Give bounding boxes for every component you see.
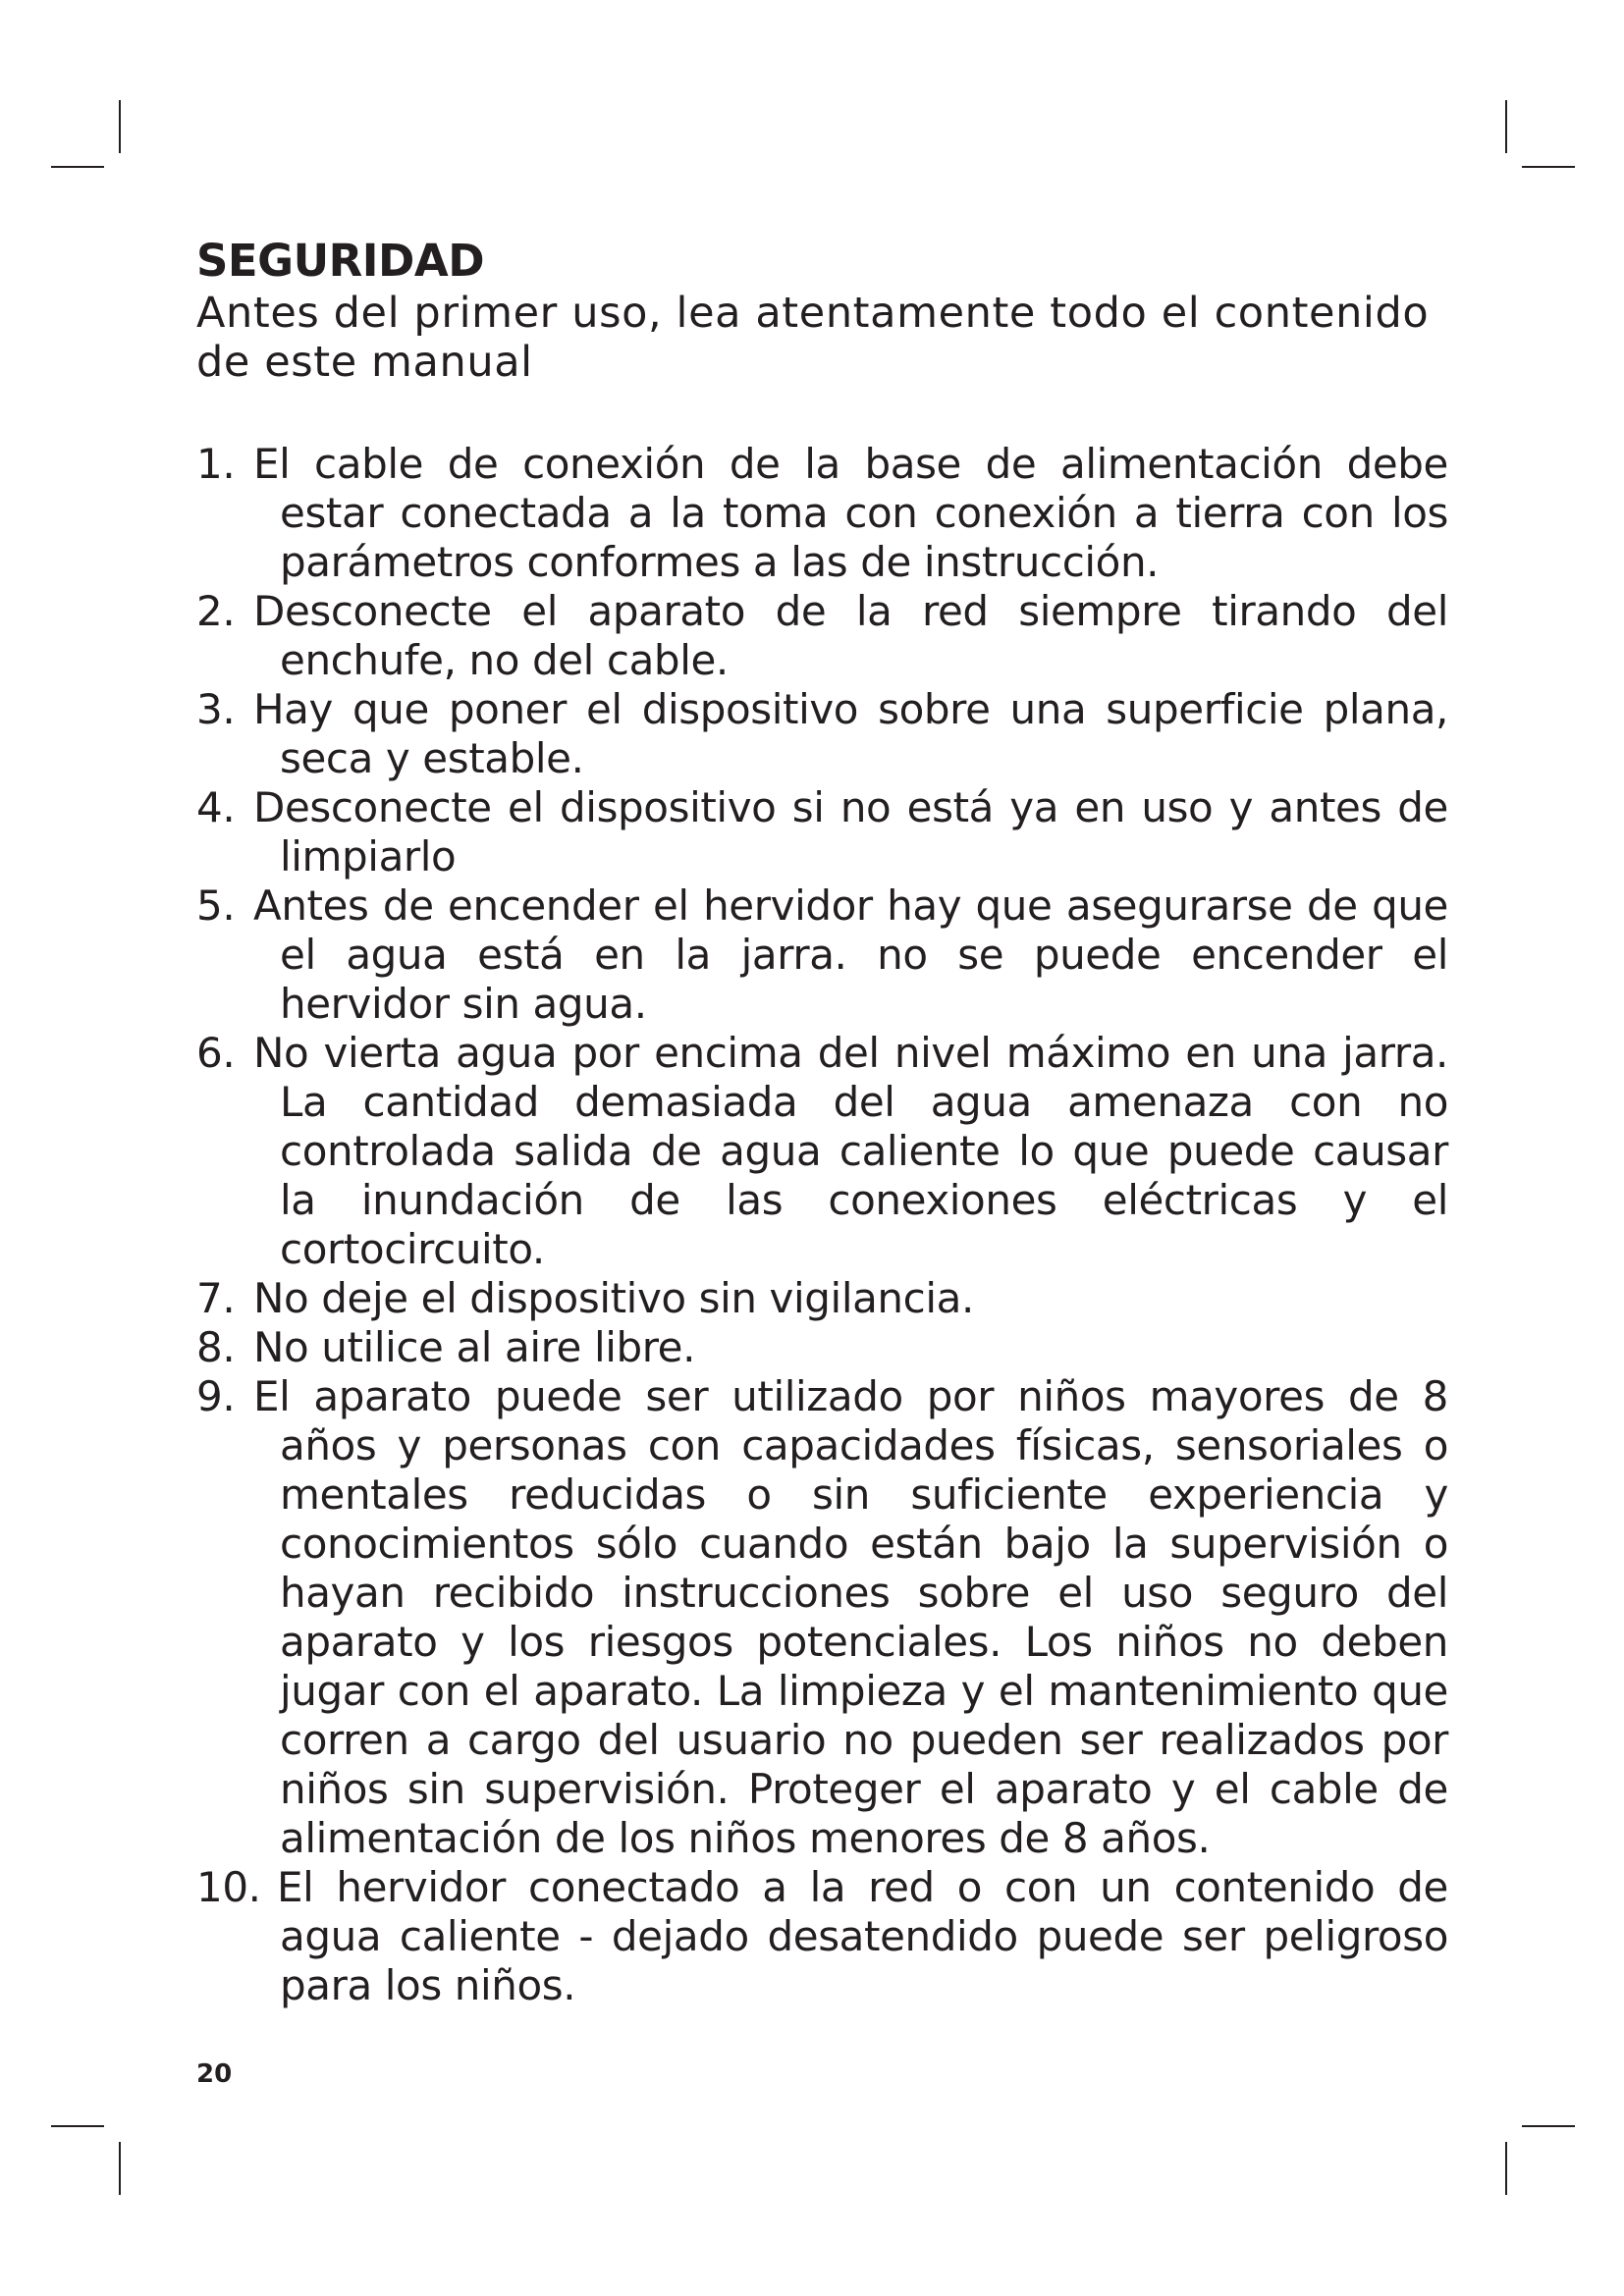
list-item <box>196 1029 1448 1274</box>
crop-mark-bottom-left-vertical <box>119 2142 121 2195</box>
list-item <box>196 440 1448 587</box>
crop-mark-top-left-vertical <box>119 100 121 153</box>
section-heading: SEGURIDAD <box>196 235 485 287</box>
item-number: 1. <box>196 440 236 488</box>
item-number: 10. <box>196 1863 261 1911</box>
item-number: 3. <box>196 685 236 733</box>
item-number: 5. <box>196 881 236 930</box>
list-item <box>196 881 1448 1029</box>
item-number: 7. <box>196 1274 236 1322</box>
item-text: Hay que poner el dispositivo sobre una superficie plana, seca y estable. <box>253 685 1448 782</box>
page-number: 20 <box>196 2059 233 2089</box>
item-text: No vierta agua por encima del nivel máximo en una jarra. La cantidad demasiada del agua amenaza con no controlada salida de agua caliente lo que puede causar la inundación de las conexiones eléctricas y el cortocircuito. <box>253 1029 1448 1273</box>
item-text: El aparato puede ser utilizado por niños mayores de 8 años y personas con capacidades físicas, sensoriales o mentales reducidas o sin suficiente experiencia y conocimientos sólo cuando están bajo la supervisión o hayan recibido instrucciones sobre el uso seguro del aparato y los riesgos potenciales. Los niños no deben jugar con el aparato. La limpieza y el mantenimiento que corren a cargo del usuario no pueden ser realizados por niños sin supervisión. Proteger el aparato y el cable de alimentación de los niños menores de 8 años. <box>253 1372 1448 1862</box>
item-number: 2. <box>196 587 236 635</box>
list-item <box>196 1323 1448 1372</box>
crop-mark-bottom-right-horizontal <box>1522 2125 1575 2127</box>
item-text: Desconecte el aparato de la red siempre tirando del enchufe, no del cable. <box>253 587 1448 684</box>
list-item <box>196 587 1448 685</box>
item-number: 6. <box>196 1029 236 1077</box>
item-text: No deje el dispositivo sin vigilancia. <box>253 1274 974 1322</box>
safety-section <box>196 234 1448 2010</box>
intro-text: Antes del primer uso, lea atentamente todo el contenido de este manual <box>196 289 1430 387</box>
list-item <box>196 1274 1448 1323</box>
list-item <box>196 783 1448 881</box>
list-item <box>196 685 1448 783</box>
item-number: 9. <box>196 1372 236 1420</box>
crop-mark-bottom-left-horizontal <box>51 2125 104 2127</box>
crop-mark-top-right-vertical <box>1505 100 1507 153</box>
crop-mark-top-right-horizontal <box>1522 166 1575 168</box>
item-text: No utilice al aire libre. <box>253 1323 696 1371</box>
item-number: 4. <box>196 783 236 831</box>
item-text: El cable de conexión de la base de alimentación debe estar conectada a la toma con conexión a tierra con los parámetros conformes a las de instrucción. <box>253 440 1448 586</box>
crop-mark-bottom-right-vertical <box>1505 2142 1507 2195</box>
item-number: 8. <box>196 1323 236 1371</box>
safety-instructions-list <box>196 440 1448 2010</box>
crop-mark-top-left-horizontal <box>51 166 104 168</box>
list-item <box>196 1863 1448 2010</box>
item-text: Antes de encender el hervidor hay que asegurarse de que el agua está en la jarra. no se puede encender el hervidor sin agua. <box>253 881 1448 1028</box>
list-item <box>196 1372 1448 1863</box>
item-text: Desconecte el dispositivo si no está ya en uso y antes de limpiarlo <box>253 783 1448 881</box>
item-text: El hervidor conectado a la red o con un contenido de agua caliente - dejado desatendido puede ser peligroso para los niños. <box>277 1863 1448 2009</box>
